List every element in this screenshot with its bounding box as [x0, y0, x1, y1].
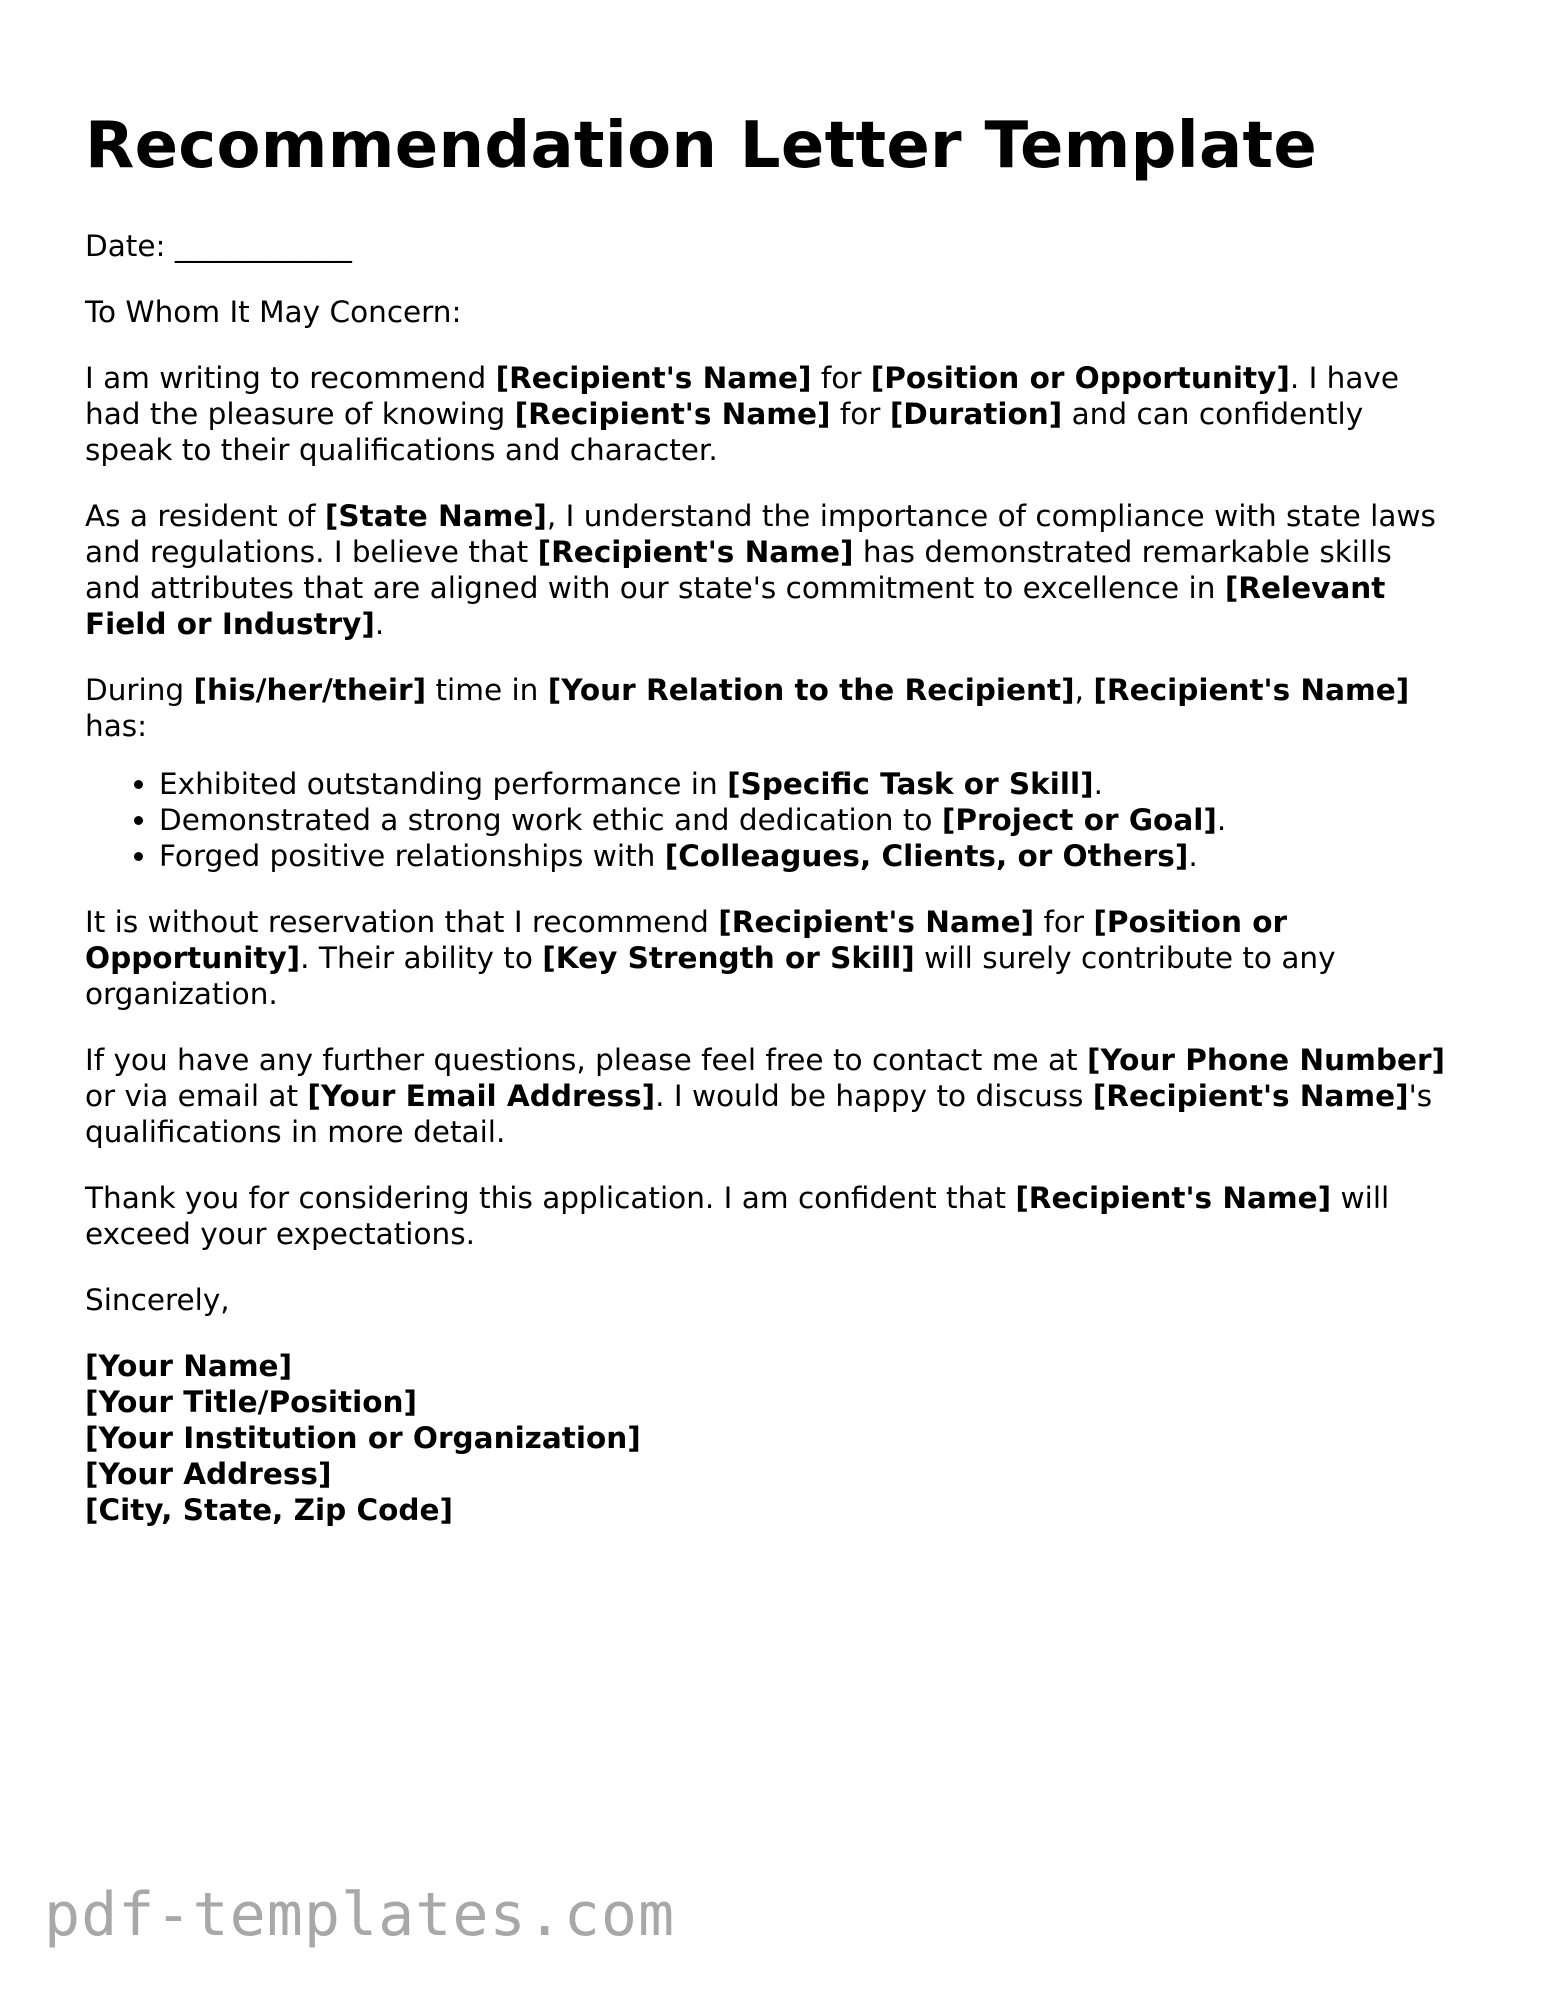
- text-run: for: [811, 361, 871, 395]
- text-run: .: [1093, 767, 1103, 801]
- date-line: Date: ____________: [85, 229, 352, 263]
- placeholder-recipient-name: [Recipient's Name]: [537, 535, 854, 569]
- placeholder-relationships: [Colleagues, Clients, or Others]: [664, 839, 1189, 873]
- text-run: , I understand the importance of compliance with state laws and regulations. I believe that: [85, 499, 1436, 569]
- text-run: or via email at: [85, 1079, 308, 1113]
- placeholder-task: [Specific Task or Skill]: [727, 767, 1094, 801]
- placeholder-state-name: [State Name]: [324, 499, 547, 533]
- paragraph-recommend: [85, 904, 1455, 1012]
- text-run: . I have had the pleasure of knowing: [85, 361, 1400, 431]
- letter-page: [85, 108, 1455, 1528]
- page-title: Recommendation Letter Template: [85, 109, 1318, 183]
- achievement-list: [85, 766, 1455, 874]
- paragraph-residency: [85, 498, 1455, 642]
- text-run: time in: [426, 673, 548, 707]
- placeholder-recipient-name: [Recipient's Name]: [495, 361, 812, 395]
- text-run: has demonstrated remarkable skills and attributes that are aligned with our state's commitment to excellence in: [85, 535, 1392, 605]
- paragraph-thanks: [85, 1180, 1455, 1252]
- signature-title: [Your Title/Position]: [85, 1385, 417, 1419]
- text-run: . I would be happy to discuss: [655, 1079, 1093, 1113]
- text-run: and can confidently speak to their qualifications and character.: [85, 397, 1364, 467]
- list-item: [159, 838, 1455, 874]
- placeholder-phone: [Your Phone Number]: [1087, 1043, 1445, 1077]
- signature-city-state-zip: [City, State, Zip Code]: [85, 1493, 454, 1527]
- placeholder-duration: [Duration]: [889, 397, 1063, 431]
- text-run: As a resident of: [85, 499, 325, 533]
- text-run: for: [830, 397, 890, 431]
- text-run: It is without reservation that I recommend: [85, 905, 719, 939]
- text-run: Demonstrated a strong work ethic and dedication to: [159, 803, 942, 837]
- text-run: .: [1216, 803, 1227, 837]
- paragraph-contact: [85, 1042, 1455, 1150]
- text-run: .: [374, 607, 385, 641]
- placeholder-recipient-name: [Recipient's Name]: [1092, 1079, 1409, 1113]
- placeholder-project: [Project or Goal]: [941, 803, 1217, 837]
- list-item: [159, 802, 1455, 838]
- watermark: pdf-templates.com: [44, 1880, 676, 1950]
- signature-address: [Your Address]: [85, 1457, 332, 1491]
- placeholder-email: [Your Email Address]: [307, 1079, 656, 1113]
- placeholder-recipient-name: [Recipient's Name]: [1093, 673, 1410, 707]
- paragraph-during: [85, 672, 1455, 744]
- placeholder-recipient-name: [Recipient's Name]: [514, 397, 831, 431]
- text-run: will surely contribute to any organization.: [85, 941, 1336, 1011]
- salutation: To Whom It May Concern:: [85, 295, 462, 329]
- list-item: [159, 766, 1455, 802]
- paragraph-intro: [85, 360, 1455, 468]
- placeholder-recipient-name: [Recipient's Name]: [1015, 1181, 1332, 1215]
- text-run: .: [1188, 839, 1198, 873]
- text-run: . Their ability to: [300, 941, 543, 975]
- text-run: 's qualifications in more detail.: [85, 1079, 1433, 1149]
- signature-name: [Your Name]: [85, 1349, 293, 1383]
- placeholder-key-strength: [Key Strength or Skill]: [542, 941, 915, 975]
- text-run: Thank you for considering this application. I am confident that: [85, 1181, 1016, 1215]
- placeholder-relation: [Your Relation to the Recipient]: [547, 673, 1075, 707]
- text-run: ,: [1074, 673, 1094, 707]
- closing: Sincerely,: [85, 1283, 230, 1317]
- signature-block: [85, 1348, 1455, 1528]
- placeholder-position: [Position or Opportunity]: [870, 361, 1290, 395]
- placeholder-recipient-name: [Recipient's Name]: [718, 905, 1035, 939]
- text-run: Forged positive relationships with: [159, 839, 665, 873]
- placeholder-field: [Relevant Field or Industry]: [85, 571, 1386, 641]
- text-run: If you have any further questions, please feel free to contact me at: [85, 1043, 1088, 1077]
- text-run: will exceed your expectations.: [85, 1181, 1390, 1251]
- text-run: for: [1034, 905, 1094, 939]
- text-run: During: [85, 673, 194, 707]
- text-run: I am writing to recommend: [85, 361, 496, 395]
- placeholder-position: [Position or Opportunity]: [85, 905, 1288, 975]
- placeholder-pronoun: [his/her/their]: [193, 673, 427, 707]
- text-run: has:: [85, 709, 148, 743]
- text-run: Exhibited outstanding performance in: [159, 767, 728, 801]
- signature-organization: [Your Institution or Organization]: [85, 1421, 641, 1455]
